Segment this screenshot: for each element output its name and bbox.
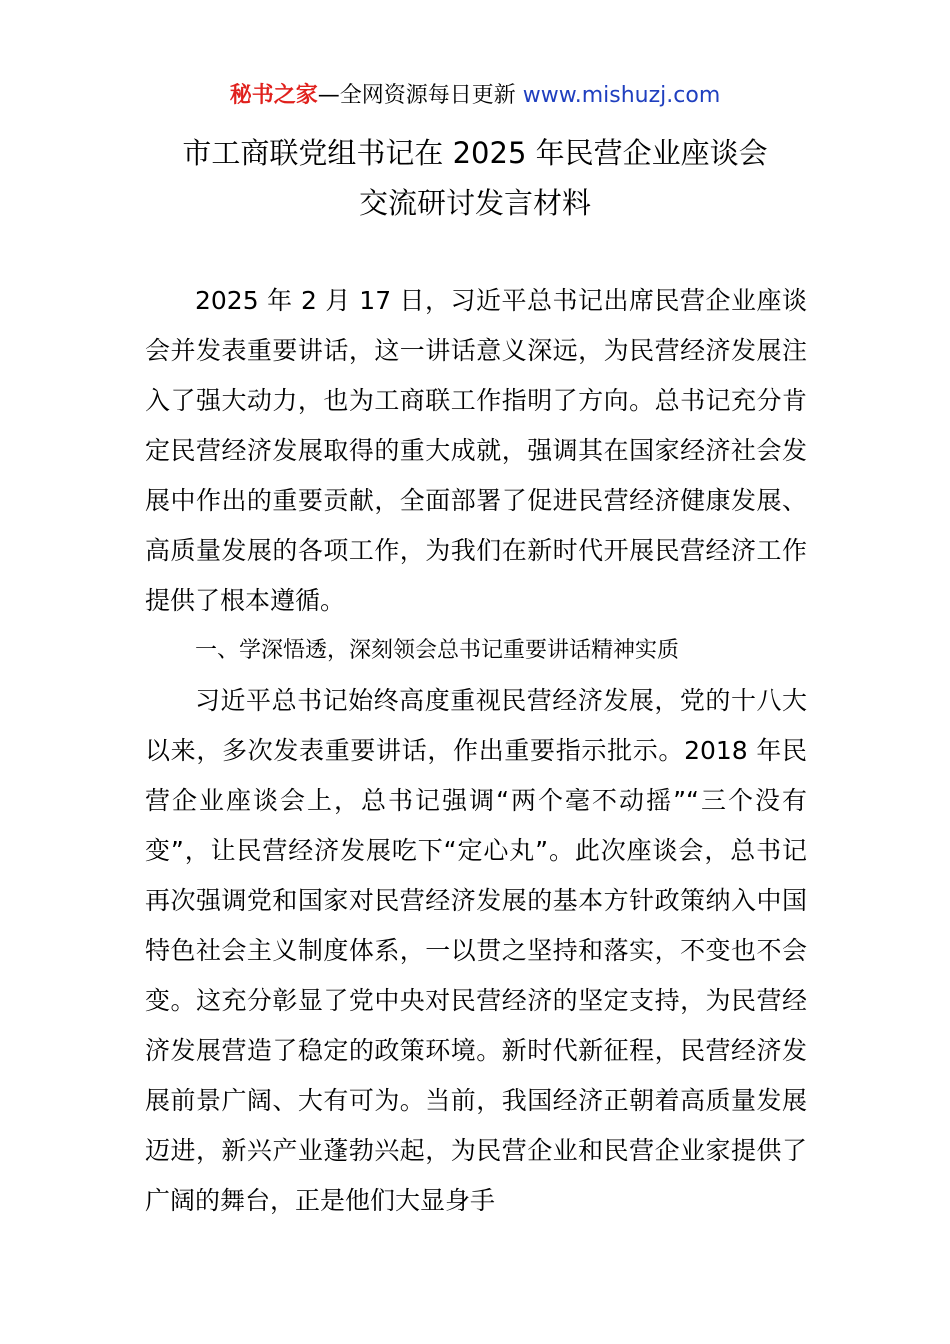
title-line-1: 市工商联党组书记在 2025 年民营企业座谈会 — [182, 136, 768, 170]
website-link[interactable]: www.mishuzj.com — [522, 83, 721, 108]
intro-paragraph: 2025 年 2 月 17 日，习近平总书记出席民营企业座谈会并发表重要讲话，这一讲话意义深远，为民营经济发展注入了强大动力，也为工商联工作指明了方向。总书记充分肯定民营经济发展取得的重大成就，强调其在国家经济社会发展中作出的重要贡献，全面部署了促进民营经济健康发展、高质量发展的各项工作，为我们在新时代开展民营经济工作提供了根本遵循。 — [145, 286, 807, 615]
banner-tagline: —全网资源每日更新 — [317, 83, 516, 108]
document-body — [145, 276, 807, 1226]
section-1-paragraph: 习近平总书记始终高度重视民营经济发展，党的十八大以来，多次发表重要讲话，作出重要指示批示。2018 年民营企业座谈会上，总书记强调“两个毫不动摇”“三个没有变”，让民营经济发展吃下“定心丸”。此次座谈会，总书记再次强调党和国家对民营经济发展的基本方针政策纳入中国特色社会主义制度体系，一以贯之坚持和落实，不变也不会变。这充分彰显了党中央对民营经济的坚定支持，为民营经济发展营造了稳定的政策环境。新时代新征程，民营经济发展前景广阔、大有可为。当前，我国经济正朝着高质量发展迈进，新兴产业蓬勃兴起，为民营企业和民营企业家提供了广阔的舞台，正是他们大显身手 — [145, 686, 807, 1215]
section-heading-1: 一、学深悟透，深刻领会总书记重要讲话精神实质 — [194, 638, 679, 663]
document-title — [0, 128, 950, 228]
title-line-2: 交流研讨发言材料 — [358, 186, 591, 220]
brand-name: 秘书之家 — [229, 83, 318, 108]
site-banner — [0, 80, 950, 112]
